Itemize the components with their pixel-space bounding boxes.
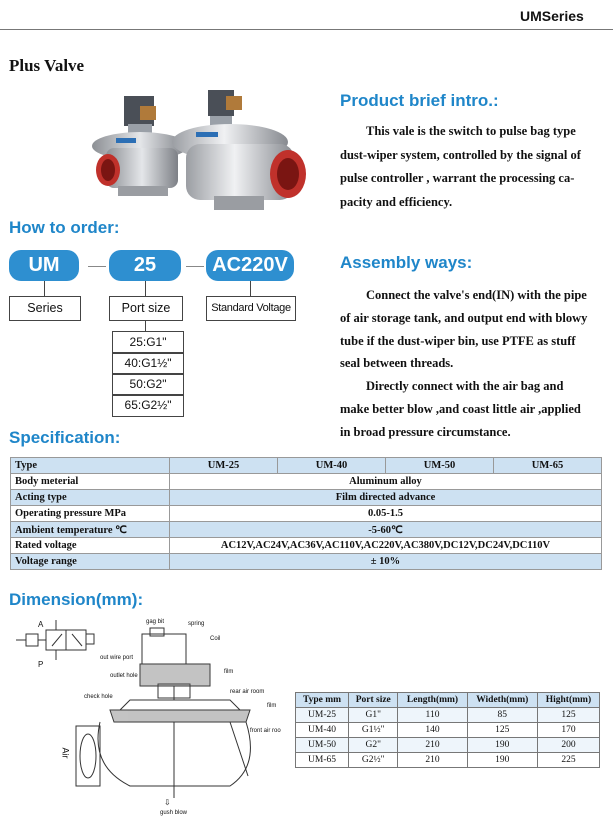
- dimension-header: Wideth(mm): [467, 693, 537, 708]
- port-size-option: 40:G1½": [112, 352, 184, 375]
- dimension-cell: 110: [398, 708, 467, 723]
- valve-product-photos: [88, 88, 320, 214]
- label-check-hole: check hole: [84, 694, 113, 700]
- spec-row-value: Aluminum alloy: [170, 474, 602, 490]
- assembly-line: Connect the valve's end(IN) with the pipe: [366, 288, 587, 302]
- dimension-cell: 170: [537, 723, 599, 738]
- spec-model: UM-25: [170, 458, 278, 474]
- dimension-row: [296, 708, 600, 723]
- label-air: Air: [60, 747, 71, 759]
- dimension-cell: UM-25: [296, 708, 349, 723]
- label-film-side: film: [267, 703, 277, 709]
- valve-cross-section-drawing: [70, 626, 290, 806]
- order-dash: [88, 266, 106, 267]
- series-tag: UMSeries: [520, 8, 584, 24]
- dimension-header: Port size: [349, 693, 398, 708]
- dimension-table: [295, 692, 600, 768]
- brief-line: This vale is the switch to pulse bag type: [366, 124, 576, 138]
- spec-row-label: Ambient temperature ℃: [11, 522, 170, 538]
- spec-model: UM-40: [278, 458, 386, 474]
- dimension-header: Length(mm): [398, 693, 467, 708]
- dimension-cell: 210: [398, 753, 467, 768]
- order-dash: [186, 266, 204, 267]
- label-gag-bit: gag bit: [146, 619, 165, 625]
- order-label-series: Series: [9, 296, 81, 321]
- dimension-cell: G1½": [349, 723, 398, 738]
- dimension-cell: 85: [467, 708, 537, 723]
- assembly-line: Directly connect with the air bag and: [366, 379, 564, 394]
- dimension-cell: UM-40: [296, 723, 349, 738]
- order-label-voltage: Standard Voltage: [206, 296, 296, 321]
- dimension-cell: 190: [467, 753, 537, 768]
- dimension-row: [296, 723, 600, 738]
- spec-row-value: Film directed advance: [170, 490, 602, 506]
- dimension-cell: 125: [467, 723, 537, 738]
- dimension-cell: G2": [349, 738, 398, 753]
- port-size-option: 50:G2": [112, 373, 184, 396]
- port-size-option: 25:G1": [112, 331, 184, 354]
- brief-line: pulse controller , warrant the processing ca-: [340, 171, 575, 185]
- spec-model: UM-50: [386, 458, 494, 474]
- spec-type-label: Type: [11, 458, 170, 474]
- dimension-cell: G2½": [349, 753, 398, 768]
- spec-row: [11, 474, 602, 490]
- spec-row: [11, 538, 602, 554]
- spec-row: [11, 490, 602, 506]
- spec-row: [11, 506, 602, 522]
- dimension-header: Type mm: [296, 693, 349, 708]
- brief-line: pacity and efficiency.: [340, 194, 453, 209]
- spec-table: [10, 457, 602, 570]
- dimension-cell: 140: [398, 723, 467, 738]
- spec-row-label: Rated voltage: [11, 538, 170, 554]
- assembly-line: make better blow ,and coast little air ,applied: [340, 401, 581, 416]
- order-code-portsize: 25: [109, 250, 181, 281]
- dimension-row: [296, 738, 600, 753]
- label-out-wire-port: out wire port: [100, 655, 134, 661]
- dimension-cell: 200: [537, 738, 599, 753]
- dimension-cell: UM-50: [296, 738, 349, 753]
- dimension-header: Hight(mm): [537, 693, 599, 708]
- order-connector: [250, 281, 251, 296]
- assembly-heading: Assembly ways:: [340, 253, 473, 272]
- dimension-cell: 210: [398, 738, 467, 753]
- arrow-down-icon: ⇩: [164, 798, 171, 807]
- port-size-option: 65:G2½": [112, 394, 184, 417]
- assembly-paragraph: [340, 284, 593, 444]
- assembly-line: in broad pressure circumstance.: [340, 424, 511, 439]
- assembly-line: of air storage tank, and output end with blowy: [340, 310, 588, 325]
- label-front-air-room: front air roo: [250, 728, 281, 734]
- order-connector: [145, 281, 146, 296]
- label-rear-air-room: rear air room: [230, 689, 265, 695]
- label-coil: Coil: [210, 636, 221, 642]
- dimension-heading: Dimension(mm):: [9, 590, 144, 609]
- spec-header-row: [11, 458, 602, 474]
- spec-row: [11, 554, 602, 570]
- spec-row-value: AC12V,AC24V,AC36V,AC110V,AC220V,AC380V,DC12V,DC24V,DC110V: [170, 538, 602, 554]
- dimension-header-row: [296, 693, 600, 708]
- dimension-row: [296, 753, 600, 768]
- label-film-top: film: [224, 669, 234, 675]
- spec-row-value: 0.05-1.5: [170, 506, 602, 522]
- label-gush-blow: gush blow: [160, 810, 188, 816]
- order-connector: [44, 281, 45, 296]
- order-code-voltage: AC220V: [206, 250, 294, 281]
- order-code-series: UM: [9, 250, 79, 281]
- dimension-cell: UM-65: [296, 753, 349, 768]
- spec-row-label: Operating pressure MPa: [11, 506, 170, 522]
- dimension-cell: 225: [537, 753, 599, 768]
- label-spring: spring: [188, 621, 205, 627]
- dimension-cell: 125: [537, 708, 599, 723]
- spec-heading: Specification:: [9, 428, 121, 447]
- order-heading: How to order:: [9, 218, 120, 237]
- spec-row-value: ± 10%: [170, 554, 602, 570]
- spec-row-label: Voltage range: [11, 554, 170, 570]
- label-outlet-hole: outlet hole: [110, 673, 138, 679]
- assembly-line: tube if the dust-wiper bin, use PTFE as stuff: [340, 333, 576, 348]
- spec-row-label: Acting type: [11, 490, 170, 506]
- spec-row: [11, 522, 602, 538]
- spec-model: UM-65: [494, 458, 602, 474]
- dimension-cell: 190: [467, 738, 537, 753]
- brief-paragraph: [340, 120, 593, 214]
- brief-line: dust-wiper system, controlled by the signal of: [340, 147, 581, 162]
- dimension-cell: G1": [349, 708, 398, 723]
- symbol-label-a: A: [38, 620, 44, 629]
- product-title: Plus Valve: [9, 56, 85, 75]
- order-label-portsize: Port size: [109, 296, 183, 321]
- header-divider: [0, 29, 613, 30]
- brief-heading: Product brief intro.:: [340, 91, 499, 110]
- assembly-line: seal between threads.: [340, 356, 454, 371]
- symbol-label-p: P: [38, 660, 44, 669]
- spec-row-value: -5-60℃: [170, 522, 602, 538]
- spec-row-label: Body meterial: [11, 474, 170, 490]
- large-valve-image: [172, 90, 306, 210]
